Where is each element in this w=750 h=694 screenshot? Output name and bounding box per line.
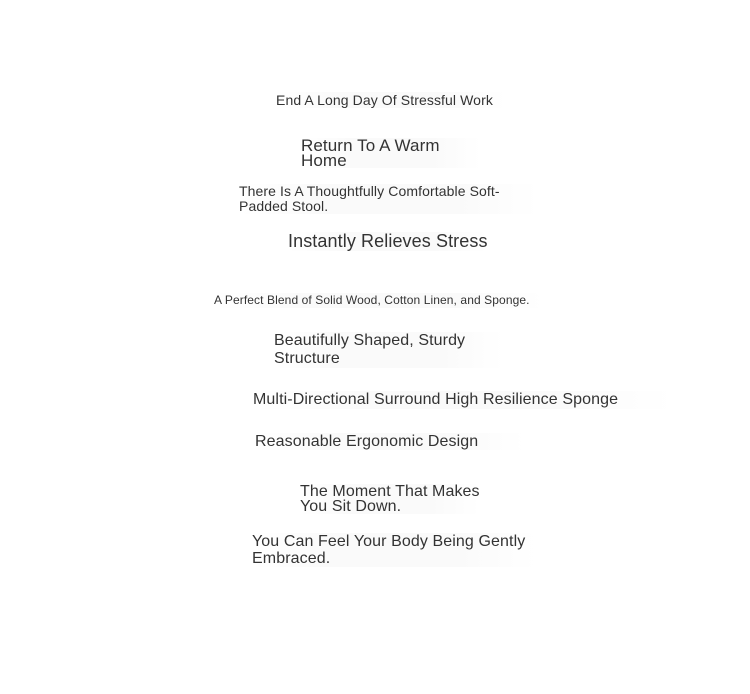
headline-relieves-stress: Instantly Relieves Stress (288, 231, 488, 251)
headline-sit-down-moment: The Moment That Makes You Sit Down. (300, 483, 480, 515)
headline-stressful-work: End A Long Day Of Stressful Work (276, 92, 506, 108)
text-comfortable-stool: There Is A Thoughtfully Comfortable Soft-Padded Stool. (239, 184, 539, 214)
headline-resilience-sponge: Multi-Directional Surround High Resilience Sponge (253, 391, 673, 409)
text-gently-embraced: You Can Feel Your Body Being Gently Embraced. (252, 533, 537, 567)
headline-sturdy-structure: Beautifully Shaped, Sturdy Structure (274, 332, 504, 368)
text-material-blend: A Perfect Blend of Solid Wood, Cotton Linen, and Sponge. (214, 293, 544, 308)
headline-warm-home: Return To A Warm Home (301, 138, 481, 168)
headline-ergonomic-design: Reasonable Ergonomic Design (255, 433, 525, 450)
